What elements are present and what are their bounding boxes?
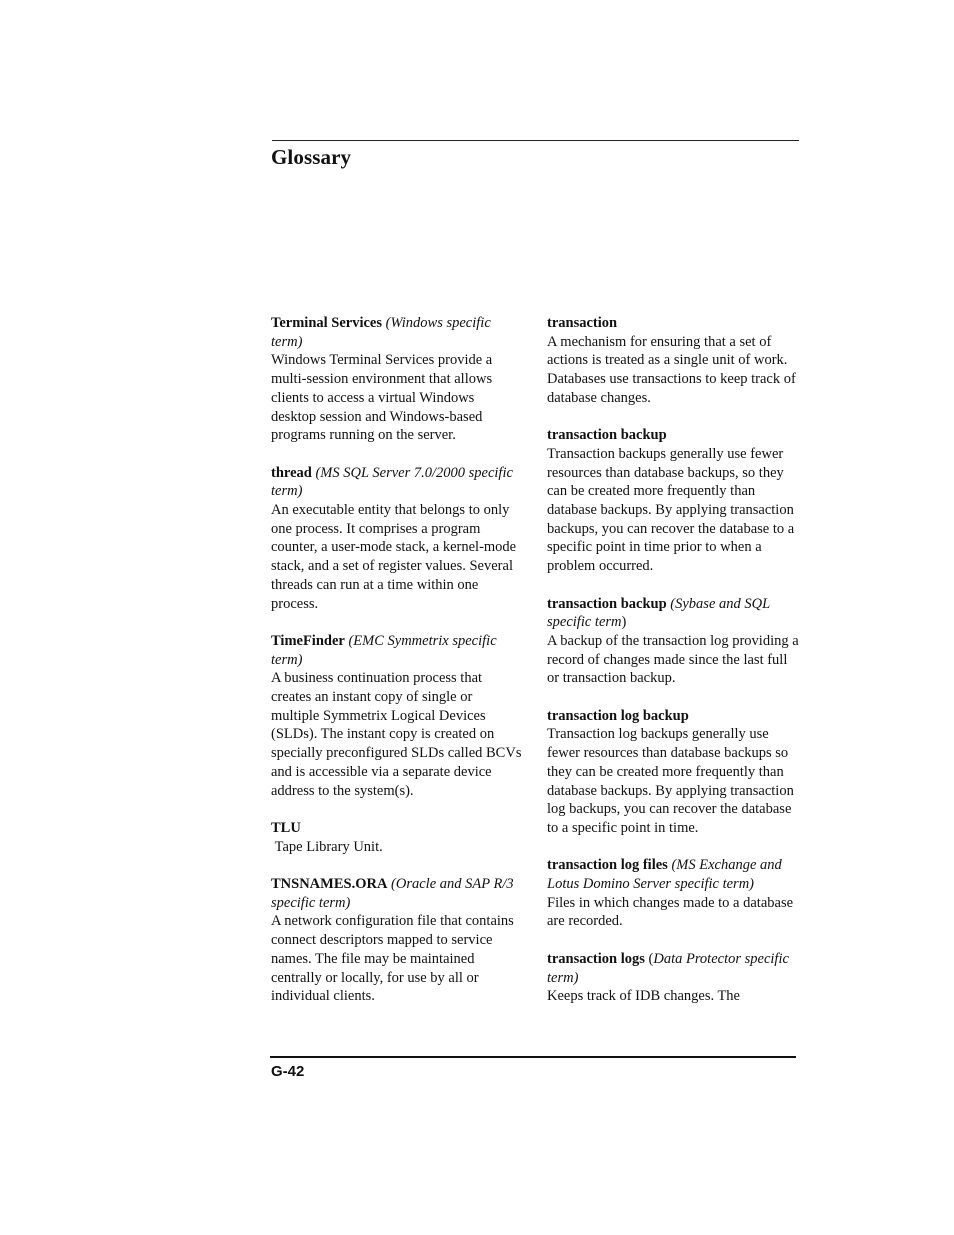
entry-definition: A network configuration file that contains connect descriptors mapped to service names. The file may be maintained centrally or locally, for use by all or individual clients. bbox=[271, 913, 514, 1005]
entry-definition: An executable entity that belongs to only one process. It comprises a program counter, a user-mode stack, a kernel-mode stack, and a set of register values. Several threads can run at a time within one process. bbox=[271, 502, 517, 612]
entry-qualifier: (EMC Symmetrix specific term) bbox=[271, 632, 497, 668]
glossary-entry bbox=[271, 314, 523, 445]
entry-definition: Files in which changes made to a database are recorded. bbox=[547, 894, 794, 930]
entry-definition: A business continuation process that creates an instant copy of single or multiple Symmetrix Logical Devices (SLDs). The instant copy is created on specially preconfigured SLDs called BCVs and is accessible via a separate device address to the system(s). bbox=[271, 670, 522, 799]
entry-definition: Transaction log backups generally use fewer resources than database backups so they can be created more frequently than database backups. By applying transaction log backups, you can recover the database to a specific point in time. bbox=[547, 726, 794, 836]
glossary-entry bbox=[547, 314, 799, 408]
glossary-entry bbox=[547, 950, 799, 1006]
entry-definition: A mechanism for ensuring that a set of actions is treated as a single unit of work. Databases use transactions to keep track of database changes. bbox=[547, 333, 796, 406]
entry-qualifier: (Windows specific term) bbox=[271, 315, 491, 350]
glossary-column-left bbox=[271, 314, 523, 1025]
page-number: G-42 bbox=[271, 1063, 305, 1080]
entry-definition: Tape Library Unit. bbox=[271, 838, 383, 855]
glossary-entry bbox=[271, 464, 523, 614]
entry-term: TNSNAMES.ORA bbox=[271, 876, 388, 893]
entry-term: transaction log files bbox=[547, 857, 668, 874]
entry-qualifier: (Oracle and SAP R/3 specific term) bbox=[271, 876, 514, 911]
entry-qualifier: (MS Exchange and Lotus Domino Server specific term) bbox=[547, 857, 782, 893]
glossary-entry bbox=[547, 426, 799, 576]
glossary-entry bbox=[547, 707, 799, 838]
entry-term: TLU bbox=[271, 819, 301, 836]
glossary-entry bbox=[271, 819, 523, 856]
entry-definition: Keeps track of IDB changes. The bbox=[547, 988, 740, 1005]
entry-term: TimeFinder bbox=[271, 632, 345, 649]
entry-qualifier: Data Protector specific term) bbox=[547, 950, 789, 986]
footer-rule bbox=[270, 1056, 796, 1058]
entry-definition: A backup of the transaction log providing a record of changes made since the last full or transaction backup. bbox=[547, 632, 799, 687]
entry-term: transaction logs bbox=[547, 950, 645, 967]
glossary-entry bbox=[271, 632, 523, 800]
glossary-entry bbox=[271, 875, 523, 1006]
glossary-column-right bbox=[547, 314, 799, 1025]
entry-qualifier: (MS SQL Server 7.0/2000 specific term) bbox=[271, 464, 513, 500]
header-rule bbox=[272, 140, 799, 141]
glossary-entry bbox=[547, 856, 799, 931]
entry-qualifier-close: ) bbox=[621, 614, 627, 631]
glossary-entry bbox=[547, 595, 799, 689]
entry-term: transaction backup bbox=[547, 595, 667, 612]
page-title: Glossary bbox=[271, 145, 352, 169]
entry-qualifier: (Sybase and SQL specific term bbox=[547, 595, 770, 631]
entry-definition: Transaction backups generally use fewer resources than database backups, so they can be created more frequently than database backups. By applying transaction backups, you can recover the database to a specific point in time prior to when a problem occurred. bbox=[547, 445, 795, 575]
entry-term: thread bbox=[271, 464, 312, 481]
entry-term: Terminal Services bbox=[271, 315, 383, 331]
entry-term: transaction bbox=[547, 315, 618, 331]
entry-term: transaction log backup bbox=[547, 707, 689, 724]
entry-term: transaction backup bbox=[547, 427, 667, 444]
entry-definition: Windows Terminal Services provide a multi-session environment that allows clients to access a virtual Windows desktop session and Windows-based programs running on the server. bbox=[271, 352, 493, 444]
entry-qualifier-open: ( bbox=[644, 950, 654, 967]
